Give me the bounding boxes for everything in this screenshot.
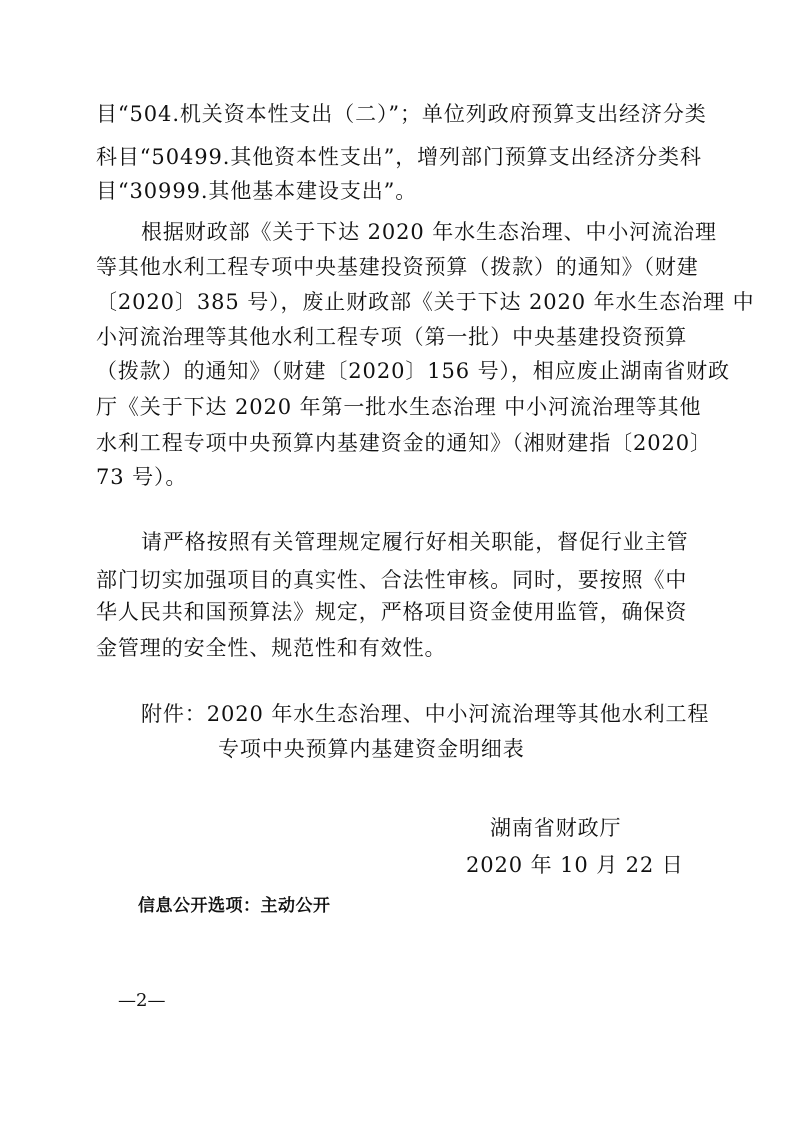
body-line: 部门切实加强项目的真实性、合法性审核。同时，要按照《中 — [96, 568, 688, 592]
body-line: 根据财政部《关于下达 2020 年水生态治理、中小河流治理 — [141, 220, 717, 244]
body-line: 科目“50499.其他资本性支出”，增列部门预算支出经济分类科 — [96, 145, 702, 169]
page-number: —2— — [118, 990, 166, 1011]
body-line: 〔2020〕385 号），废止财政部《关于下达 2020 年水生态治理 中 — [96, 290, 755, 314]
body-line: 华人民共和国预算法》规定，严格项目资金使用监管，确保资 — [96, 600, 688, 624]
attachment-line: 专项中央预算内基建资金明细表 — [218, 737, 525, 761]
body-line: 金管理的安全性、规范性和有效性。 — [96, 636, 447, 660]
body-line: 厅《关于下达 2020 年第一批水生态治理 中小河流治理等其他 — [96, 395, 702, 419]
body-line: 小河流治理等其他水利工程专项（第一批）中央基建投资预算 — [96, 325, 688, 349]
attachment-line: 附件：2020 年水生态治理、中小河流治理等其他水利工程 — [141, 702, 710, 726]
disclosure-option: 信息公开选项：主动公开 — [138, 896, 331, 916]
body-line: 等其他水利工程专项中央基建投资预算（拨款）的通知》（财建 — [96, 255, 699, 279]
body-line: 73 号）。 — [96, 465, 188, 489]
signature-org: 湖南省财政厅 — [490, 816, 622, 840]
body-line: 目“30999.其他基本建设支出”。 — [96, 179, 418, 203]
body-line: 请严格按照有关管理规定履行好相关职能，督促行业主管 — [141, 530, 689, 554]
body-line: （拨款）的通知》（财建〔2020〕156 号），相应废止湖南省财政 — [96, 359, 730, 383]
signature-date: 2020 年 10 月 22 日 — [466, 853, 684, 877]
body-line: 目“504.机关资本性支出（二）”；单位列政府预算支出经济分类 — [96, 102, 707, 126]
body-line: 水利工程专项中央预算内基建资金的通知》（湘财建指〔2020〕 — [96, 431, 712, 455]
